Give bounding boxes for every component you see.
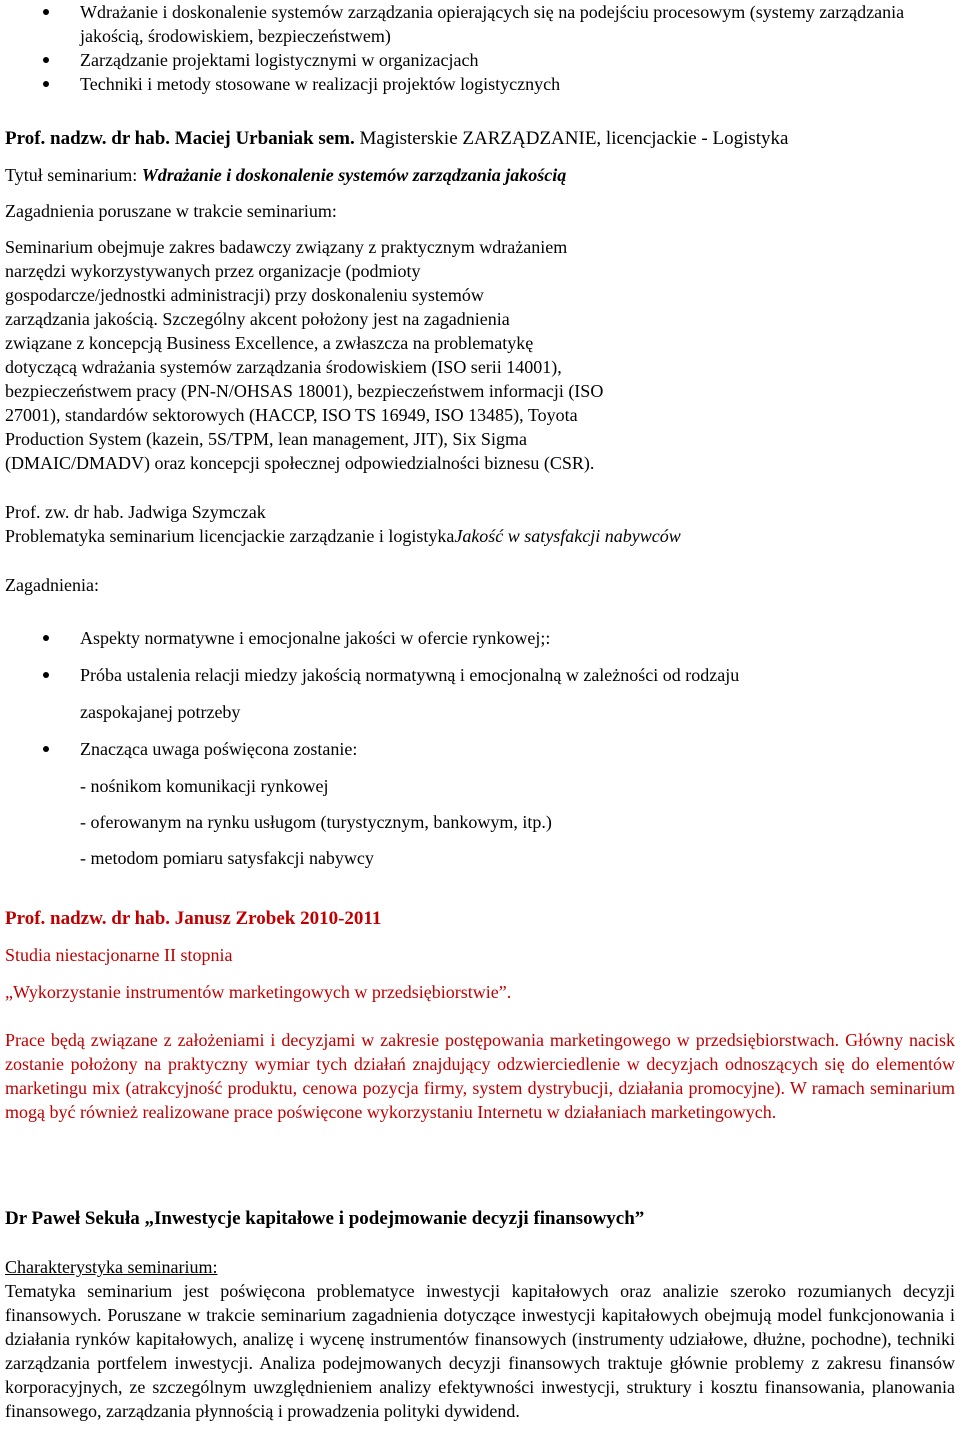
list-item [5, 0, 945, 48]
list-item-continuation [5, 694, 955, 731]
seminar-header [5, 127, 955, 151]
list-item-text: Znacząca uwaga poświęcona zostanie: [80, 739, 358, 759]
seminar-title-label: Tytuł seminarium: [5, 165, 142, 185]
studies-type: Studia niestacjonarne II stopnia [5, 945, 233, 965]
problem-label: Problematyka seminarium licencjackie zarządzanie i logistyka [5, 526, 455, 546]
seminar-title: Wdrażanie i doskonalenie systemów zarządzania jakością [141, 165, 567, 185]
list-item-text: Zarządzanie projektami logistycznymi w organizacjach [80, 50, 479, 70]
seminar-body: Tematyka seminarium jest poświęcona problematyce inwestycji kapitałowych oraz analizie szeroko rozumianych decyzji finansowych. Poruszane w trakcie seminarium zagadnienia dotyczące inwestycji kapitałowych obejmują model funkcjonowania i działania rynków kapitałowych, analizę i wycenę instrumentów finansowych (instrumenty udziałowe, dłużne, pochodne), techniki zarządzania portfelem inwestycji. Analiza podejmowanych decyzji finansowych traktuje głównie problemy z zakresu finansów korporacyjnych, ze szczególnym uwzględnieniem analizy efektywności inwestycji, struktury i kosztu finansowania, planowania finansowego, zarządzania płynnością i prowadzenia polityki dywidend. [5, 1281, 955, 1421]
seminar-title: „Wykorzystanie instrumentów marketingowych w przedsiębiorstwie”. [5, 982, 512, 1002]
seminar-body [5, 235, 955, 475]
supervisor-name: Prof. zw. dr hab. Jadwiga Szymczak [5, 502, 266, 522]
body-line: zarządzania jakością. Szczególny akcent położony jest na zagadnienia [5, 309, 510, 329]
list-item [5, 48, 945, 72]
topics-label: Zagadnienia: [5, 575, 99, 595]
body-line: 27001), standardów sektorowych (HACCP, ISO TS 16949, ISO 13485), Toyota [5, 405, 578, 425]
characteristics-label: Charakterystyka seminarium: [5, 1257, 218, 1277]
seminar-problem-line [5, 524, 955, 548]
dash-item: - nośnikom komunikacji rynkowej [80, 776, 329, 796]
body-line: gospodarcze/jednostki administracji) przy doskonaleniu systemów [5, 285, 484, 305]
seminar-body: Prace będą związane z założeniami i decyzjami w zakresie postępowania marketingowego w przedsiębiorstwach. Główny nacisk zostanie położony na praktyczny wymiar tych działań znajdujący odzwierciedlenie w decyzjach odnoszących się do elementów marketingu mix (atrakcyjność produktu, cenowa pozycja firmy, system dystrybucji, działania promocyjne). W ramach seminarium mogą być również realizowane prace poświęcone wykorzystaniu Internetu w działaniach marketingowych. [5, 1030, 955, 1122]
bullet-icon [43, 746, 49, 752]
body-line: związane z koncepcją Business Excellence, a zwłaszcza na problematykę [5, 333, 534, 353]
list-item [5, 731, 955, 768]
body-line: Production System (kazein, 5S/TPM, lean management, JIT), Six Sigma [5, 429, 527, 449]
list-item [5, 620, 955, 657]
bullet-icon [43, 672, 49, 678]
body-line: dotyczącą wdrażania systemów zarządzania środowiskiem (ISO serii 14001), [5, 357, 562, 377]
seminar-zrobek [5, 907, 955, 1124]
seminar-heading: Dr Paweł Sekuła „Inwestycje kapitałowe i podejmowanie decyzji finansowych” [5, 1208, 645, 1229]
problem-value: Jakość w satysfakcji nabywców [454, 526, 681, 546]
bullet-icon [43, 9, 49, 15]
dash-item: - metodom pomiaru satysfakcji nabywcy [80, 848, 374, 868]
seminar-szymczak [5, 500, 955, 876]
list-item-text: zaspokajanej potrzeby [80, 702, 241, 722]
bullet-icon [43, 81, 49, 87]
body-line: Seminarium obejmuje zakres badawczy związany z praktycznym wdrażaniem [5, 237, 568, 257]
body-line: narzędzi wykorzystywanych przez organizacje (podmioty [5, 261, 421, 281]
seminar-title-line [5, 163, 955, 187]
bullet-icon [43, 635, 49, 641]
supervisor-name-suffix: sem. [313, 128, 360, 149]
supervisor-name: Prof. nadzw. dr hab. Maciej Urbaniak [5, 128, 314, 149]
supervisor-name: Prof. nadzw. dr hab. Janusz Zrobek 2010-2011 [5, 908, 382, 929]
body-line: (DMAIC/DMADV) oraz koncepcji społecznej odpowiedzialności biznesu (CSR). [5, 453, 595, 473]
bullet-icon [43, 57, 49, 63]
topics-label: Zagadnienia poruszane w trakcie seminarium: [5, 201, 337, 221]
seminar-sekula [5, 1207, 955, 1423]
top-bullet-list [5, 0, 945, 96]
list-item-text: Techniki i metody stosowane w realizacji projektów logistycznych [80, 74, 561, 94]
list-item-text: Aspekty normatywne i emocjonalne jakości w ofercie rynkowej;: [80, 628, 551, 648]
list-item-text: Wdrażanie i doskonalenie systemów zarządzania opierających się na podejściu procesowym (systemy zarządzania jakością, środowiskiem, bezpieczeństwem) [80, 2, 905, 46]
dash-item: - oferowanym na rynku usługom (turystycznym, bankowym, itp.) [80, 812, 552, 832]
list-item-text: Próba ustalenia relacji miedzy jakością normatywną i emocjonalną w zależności od rodzaju [80, 665, 740, 685]
program-name: Magisterskie ZARZĄDZANIE, licencjackie - Logistyka [359, 128, 789, 149]
body-line: bezpieczeństwem pracy (PN-N/OHSAS 18001), bezpieczeństwem informacji (ISO [5, 381, 604, 401]
list-item [5, 72, 945, 96]
list-item [5, 657, 955, 694]
topics-list [5, 620, 955, 768]
seminar-urbaniak [5, 127, 955, 475]
